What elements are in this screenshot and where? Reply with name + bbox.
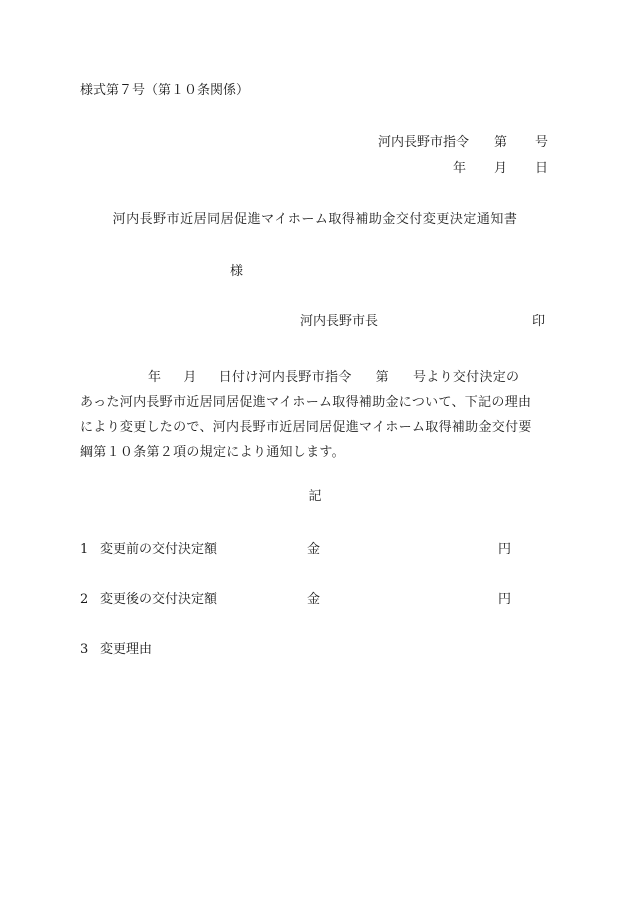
issue-date bbox=[0, 162, 548, 175]
item-number: 2 bbox=[80, 592, 89, 607]
body-dai: 第 bbox=[375, 370, 389, 385]
form-number: 様式第７号（第１０条関係） bbox=[80, 83, 250, 98]
item-label: 変更理由 bbox=[100, 642, 153, 657]
body-month: 月 bbox=[183, 370, 197, 385]
document-title: 河内長野市近居同居促進マイホーム取得補助金交付変更決定通知書 bbox=[112, 212, 518, 227]
date-day: 日 bbox=[534, 161, 548, 176]
item-number: 3 bbox=[80, 642, 89, 657]
item-label: 変更前の交付決定額 bbox=[100, 542, 218, 557]
sender-name: 河内長野市長 bbox=[300, 314, 379, 329]
item-amount-prefix: 金 bbox=[307, 592, 321, 607]
body-line1-a: 日付け河内長野市指令 bbox=[218, 370, 352, 385]
date-month: 月 bbox=[493, 161, 507, 176]
issuer-go: 号 bbox=[534, 135, 548, 150]
item-amount-suffix: 円 bbox=[498, 542, 512, 557]
body-line-2: あった河内長野市近居同居促進マイホーム取得補助金について、下記の理由 bbox=[80, 395, 532, 410]
body-paragraph bbox=[80, 365, 550, 465]
item-number: 1 bbox=[80, 542, 89, 557]
issuer-prefix: 河内長野市指令 bbox=[377, 135, 469, 150]
date-year: 年 bbox=[452, 161, 466, 176]
addressee-suffix: 様 bbox=[230, 264, 244, 279]
body-line-3: により変更したので、河内長野市近居同居促進マイホーム取得補助金交付要 bbox=[80, 420, 532, 435]
item-amount-prefix: 金 bbox=[307, 542, 321, 557]
issuer-dai: 第 bbox=[493, 135, 507, 150]
record-heading: 記 bbox=[308, 489, 322, 504]
item-amount-suffix: 円 bbox=[498, 592, 512, 607]
body-year: 年 bbox=[148, 370, 162, 385]
seal-mark: 印 bbox=[532, 314, 546, 329]
body-line-1 bbox=[80, 365, 550, 390]
issuer-reference bbox=[0, 136, 548, 149]
item-label: 変更後の交付決定額 bbox=[100, 592, 218, 607]
body-line-4: 綱第１０条第２項の規定により通知します。 bbox=[80, 445, 345, 460]
body-line1-b: 号より交付決定の bbox=[412, 370, 520, 385]
